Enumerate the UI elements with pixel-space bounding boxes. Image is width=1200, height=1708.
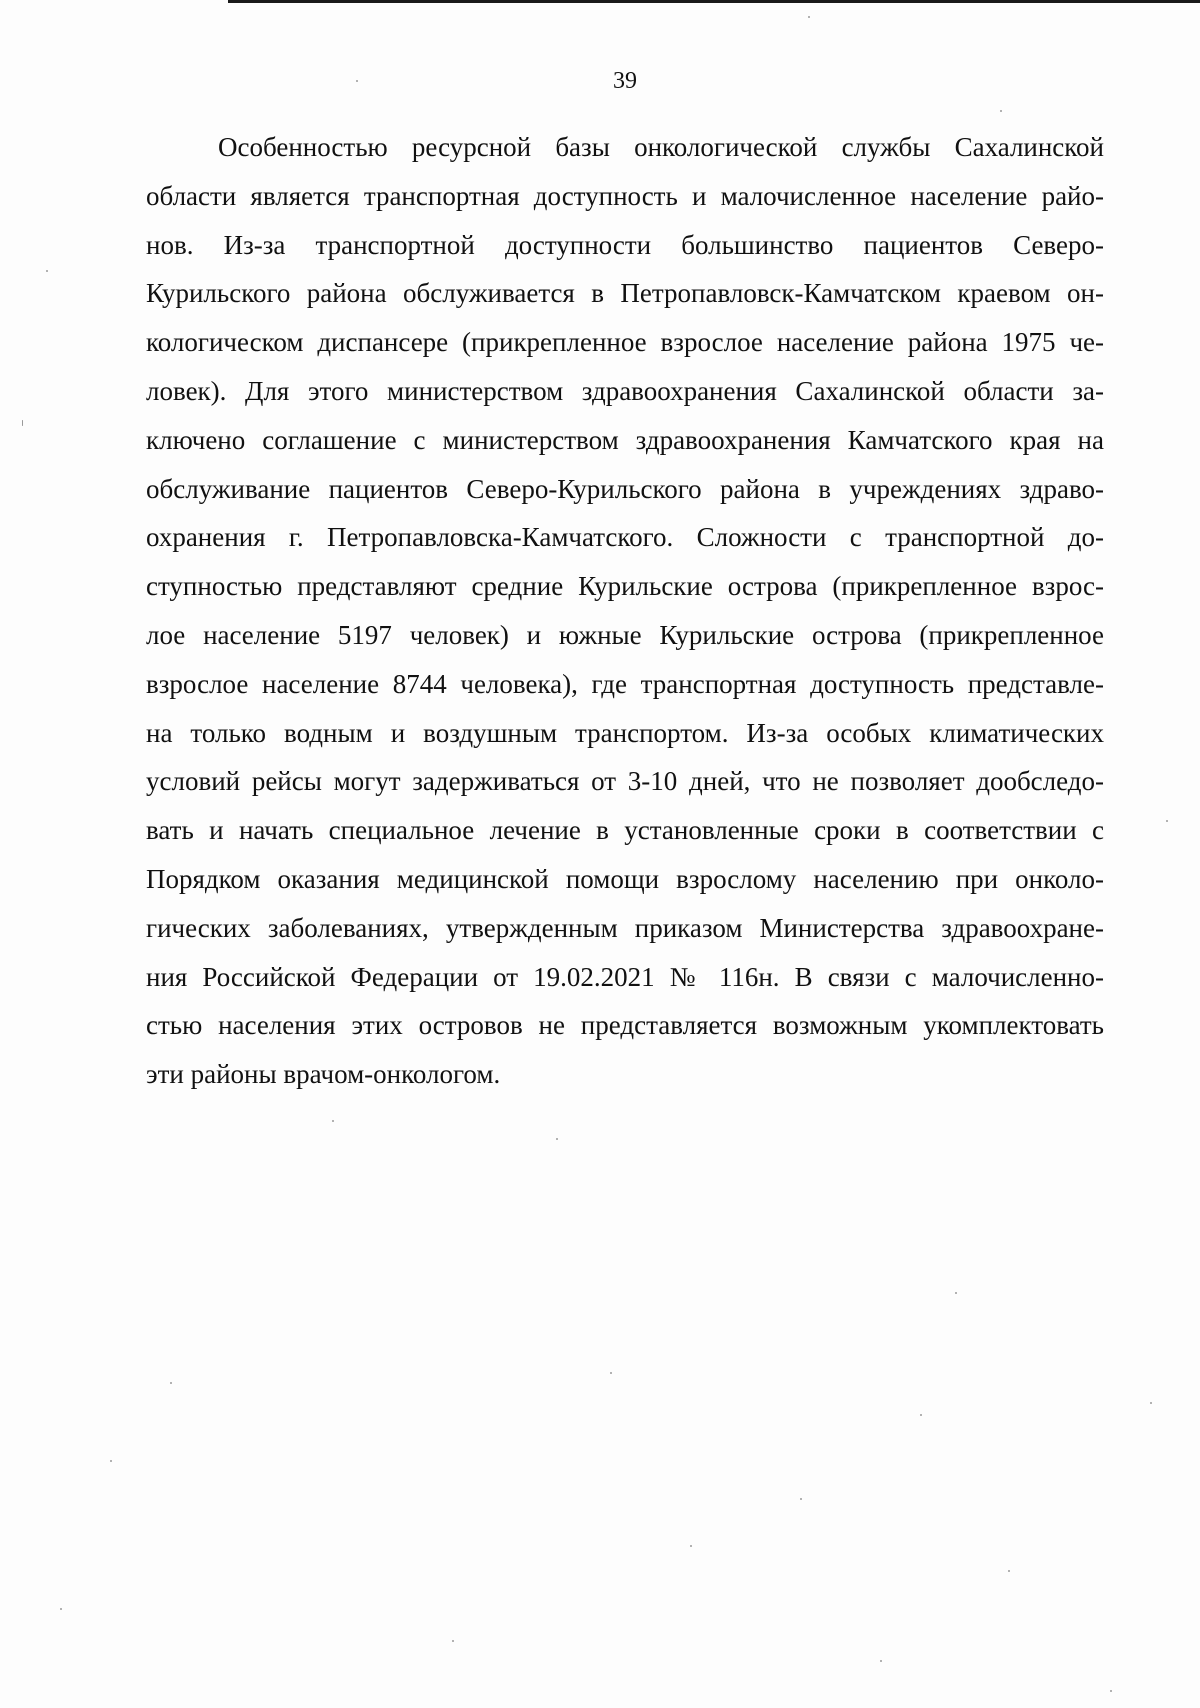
paragraph-line: гических заболеваниях, утвержденным приказом Министерства здравоохране- xyxy=(146,912,1104,943)
paragraph-line: эти районы врачом-онкологом. xyxy=(146,1059,501,1090)
paragraph-line: лое население 5197 человек) и южные Курильские острова (прикрепленное xyxy=(146,619,1104,650)
paragraph-line: ловек). Для этого министерством здравоохранения Сахалинской области за- xyxy=(146,375,1104,406)
page-number: 39 xyxy=(613,68,637,94)
paragraph-line: ступностью представляют средние Курильские острова (прикрепленное взрос- xyxy=(146,571,1104,602)
paragraph-line: обслуживание пациентов Северо-Курильского района в учреждениях здраво- xyxy=(146,473,1104,504)
paragraph-line: нов. Из-за транспортной доступности большинство пациентов Северо- xyxy=(146,229,1104,260)
paragraph-line: ния Российской Федерации от 19.02.2021 № 116н. В связи с малочисленно- xyxy=(146,961,1104,992)
paragraph-line: вать и начать специальное лечение в установленные сроки в соответствии с xyxy=(146,815,1104,846)
paragraph-line: кологическом диспансере (прикрепленное взрослое население района 1975 че- xyxy=(146,327,1104,358)
paragraph-line: ключено соглашение с министерством здравоохранения Камчатского края на xyxy=(146,424,1104,455)
body-paragraph xyxy=(146,123,1104,1099)
paragraph-line: условий рейсы могут задерживаться от 3-10 дней, что не позволяет дообследо- xyxy=(146,766,1104,797)
paragraph-line: стью населения этих островов не представляется возможным укомплектовать xyxy=(146,1010,1104,1041)
paragraph-line: Особенностью ресурсной базы онкологической службы Сахалинской xyxy=(218,132,1104,162)
scan-top-border xyxy=(228,0,1200,3)
paragraph-line: Курильского района обслуживается в Петропавловск-Камчатском краевом он- xyxy=(146,278,1104,309)
paragraph-line: области является транспортная доступность и малочисленное население райо- xyxy=(146,180,1104,211)
paragraph-line: взрослое население 8744 человека), где транспортная доступность представле- xyxy=(146,668,1104,699)
paragraph-line: на только водным и воздушным транспортом. Из-за особых климатических xyxy=(146,717,1104,748)
paragraph-line: охранения г. Петропавловска-Камчатского. Сложности с транспортной до- xyxy=(146,522,1104,553)
paragraph-line: Порядком оказания медицинской помощи взрослому населению при онколо- xyxy=(146,863,1104,894)
